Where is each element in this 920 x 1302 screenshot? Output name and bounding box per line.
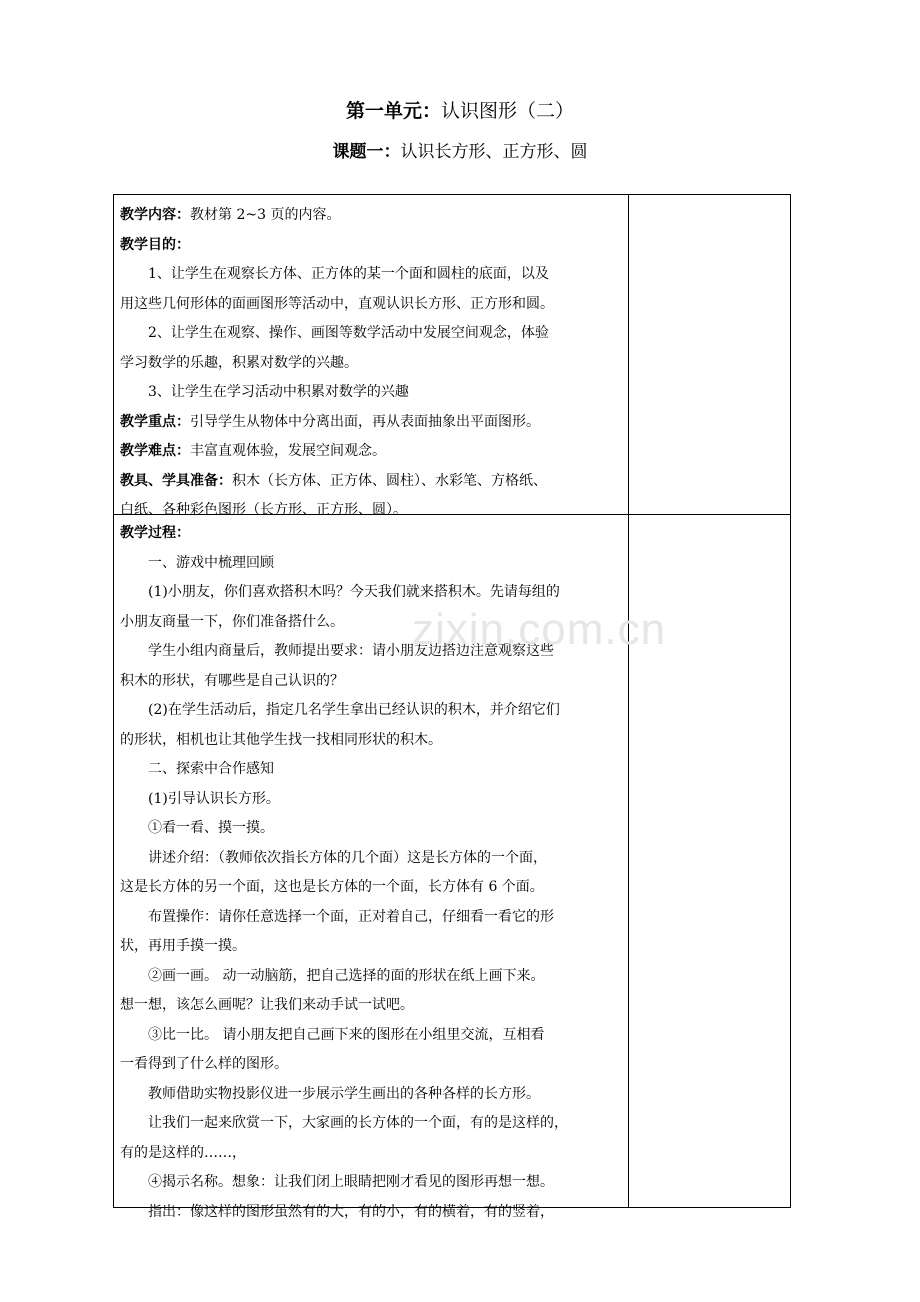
process-line: 一、游戏中梳理回顾 [148,554,274,571]
key-point-text: 引导学生从物体中分离出面，再从表面抽象出平面图形。 [190,413,540,430]
process-line: 让我们一起来欣赏一下，大家画的长方体的一个面，有的是这样的， [148,1115,568,1131]
process-line: ③比一比。 请小朋友把自己画下来的图形在小组里交流，互相看 [148,1026,545,1043]
process-line: (1)小朋友，你们喜欢搭积木吗？今天我们就来搭积木。先请每组的 [148,584,560,600]
process-line: 学生小组内商量后，教师提出要求：请小朋友边搭边注意观察这些 [148,643,554,659]
lesson-table [113,194,791,1220]
process-line: 一看得到了什么样的图形。 [120,1056,288,1072]
goal-item: 3、让学生在学习活动中积累对数学的兴趣 [148,384,409,400]
process-line: 小朋友商量一下，你们准备搭什么。 [120,613,344,630]
process-line: 二、探索中合作感知 [148,761,274,777]
page-subtitle [0,140,920,164]
process-line: 布置操作：请你任意选择一个面，正对着自己，仔细看一看它的形 [148,908,554,925]
difficulty-text: 丰富直观体验，发展空间观念。 [190,443,386,459]
watermark-text: zixin.com.cn [412,605,667,654]
title-unit: 第一单元： [345,100,441,122]
subtitle-lesson: 课题一： [332,142,401,162]
lesson-overview-cell [120,201,624,526]
goal-item: 2、让学生在观察、操作、画图等数学活动中发展空间观念，体验 [148,325,549,341]
goal-item: 1、让学生在观察长方体、正方体的某一个面和圆柱的底面，以及 [148,266,549,282]
process-line: 想一想，该怎么画呢？让我们来动手试一试吧。 [120,997,414,1013]
process-line: (2)在学生活动后，指定几名学生拿出已经认识的积木，并介绍它们 [148,702,560,718]
process-line: ④揭示名称。想象：让我们闭上眼睛把刚才看见的图形再想一想。 [148,1174,554,1190]
page-title [0,98,920,124]
process-line: ②画一画。 动一动脑筋，把自己选择的面的形状在纸上画下来。 [148,967,545,984]
difficulty-label: 教学难点： [120,443,190,459]
process-heading [120,519,624,549]
subtitle-topic: 认识长方形、正方形、圆 [400,142,588,162]
process-line: 有的是这样的……， [120,1144,246,1161]
content-text: 教材第 2~3 页的内容。 [190,207,341,223]
key-point-label: 教学重点： [120,413,190,430]
content-line [120,201,624,231]
process-line: ①看一看、摸一摸。 [148,820,274,836]
goal-label: 教学目的： [120,236,190,253]
table-column-divider [628,195,629,1207]
process-line: 积木的形状，有哪些是自己认识的？ [120,672,344,689]
goal-item: 用这些几何形体的面画图形等活动中，直观认识长方形、正方形和圆。 [120,295,554,312]
process-line: (1)引导认识长方形。 [148,790,280,807]
process-line: 讲述介绍：（教师依次指长方体的几个面）这是长方体的一个面， [148,849,547,866]
process-line: 状，再用手摸一摸。 [120,938,246,954]
process-label: 教学过程： [120,525,190,541]
process-line: 这是长方体的另一个面，这也是长方体的一个面，长方体有 6 个面。 [120,879,544,895]
tools-line [120,467,624,497]
goal-item: 学习数学的乐趣，积累对数学的兴趣。 [120,354,358,371]
difficulty-line [120,437,624,467]
tools-line-2: 白纸、各种彩色图形（长方形、正方形、圆）。 [120,502,407,518]
key-point-line [120,408,624,438]
tools-text: 积木（长方体、正方体、圆柱）、水彩笔、方格纸、 [232,472,547,489]
process-line: 指出：像这样的图形虽然有的大，有的小，有的横着，有的竖着， [148,1203,554,1220]
content-label: 教学内容： [120,207,190,223]
process-line: 教师借助实物投影仪进一步展示学生画出的各种各样的长方形。 [148,1085,540,1102]
title-topic: 认识图形（二） [441,100,575,122]
goal-line [120,231,624,261]
tools-label: 教具、学具准备： [120,472,232,489]
process-line: 的形状，相机也让其他学生找一找相同形状的积木。 [120,731,442,748]
